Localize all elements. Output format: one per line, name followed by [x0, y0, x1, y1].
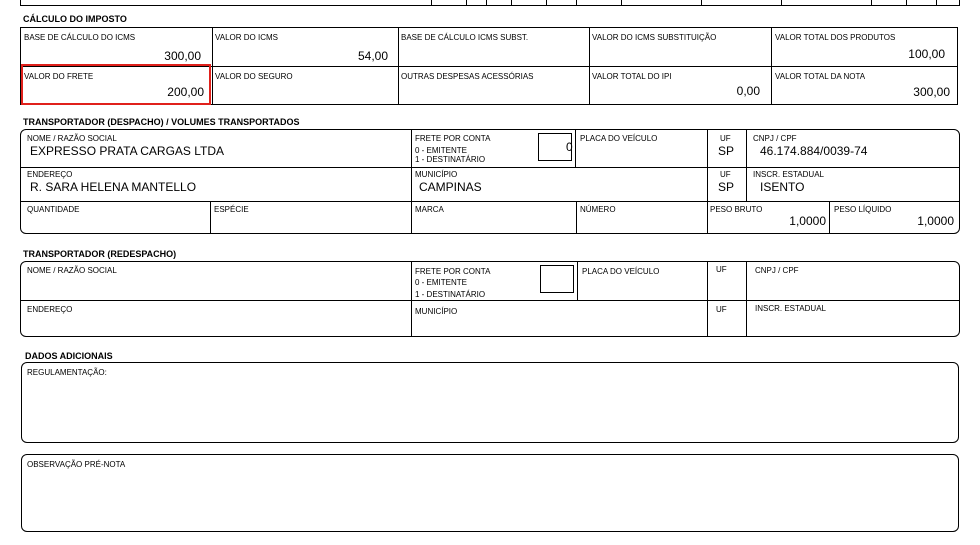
observacao-box	[21, 454, 959, 532]
redespacho-frete-label: FRETE POR CONTA	[415, 267, 491, 276]
ipi-value: 0,00	[736, 84, 760, 98]
top-table-remnant	[20, 0, 960, 6]
redespacho-endereco-label: ENDEREÇO	[27, 305, 73, 314]
despacho-endereco-label: ENDEREÇO	[27, 170, 73, 179]
despacho-frete-option-destinatario: 1 - DESTINATÁRIO	[415, 155, 486, 164]
despacho-frete-option-emitente: 0 - EMITENTE	[415, 146, 468, 155]
despacho-nome-value: EXPRESSO PRATA CARGAS LTDA	[30, 144, 225, 158]
despacho-nome-label: NOME / RAZÃO SOCIAL	[27, 134, 117, 143]
despacho-municipio-label: MUNICÍPIO	[415, 170, 458, 179]
despacho-cnpj-label: CNPJ / CPF	[753, 134, 797, 143]
numero-label: NÚMERO	[580, 205, 616, 214]
despacho-section-title: TRANSPORTADOR (DESPACHO) / VOLUMES TRANSPORTADOS	[23, 117, 300, 127]
valor-icms-value: 54,00	[357, 49, 388, 63]
total-nota-value: 300,00	[913, 85, 950, 99]
despacho-placa-label: PLACA DO VEÍCULO	[580, 134, 658, 143]
redespacho-placa-label: PLACA DO VEÍCULO	[582, 267, 660, 276]
frete-value: 200,00	[167, 85, 204, 99]
redespacho-uf-label: UF	[716, 265, 727, 274]
total-nota-label: VALOR TOTAL DA NOTA	[775, 72, 866, 81]
base-icms-value: 300,00	[164, 49, 201, 63]
despacho-cnpj-value: 46.174.884/0039-74	[760, 144, 868, 158]
peso-liquido-label: PESO LÍQUIDO	[834, 205, 892, 214]
redespacho-nome-label: NOME / RAZÃO SOCIAL	[27, 266, 117, 275]
regulamentacao-label: REGULAMENTAÇÃO:	[27, 368, 107, 377]
marca-label: MARCA	[415, 205, 444, 214]
peso-liquido-value: 1,0000	[917, 214, 954, 228]
despacho-uf2-label: UF	[720, 170, 731, 179]
valor-icms-label: VALOR DO ICMS	[215, 33, 278, 42]
peso-bruto-value: 1,0000	[789, 214, 826, 228]
ipi-label: VALOR TOTAL DO IPI	[592, 72, 672, 81]
despacho-frete-value: 0	[566, 140, 573, 154]
despacho-frete-label: FRETE POR CONTA	[415, 134, 491, 143]
total-produtos-value: 100,00	[908, 47, 945, 61]
despacho-uf-value: SP	[718, 144, 735, 158]
calculo-section-title: CÁLCULO DO IMPOSTO	[23, 14, 127, 24]
despacho-uf-label: UF	[720, 134, 731, 143]
redespacho-cnpj-label: CNPJ / CPF	[755, 266, 799, 275]
especie-label: ESPÉCIE	[214, 205, 249, 214]
despacho-ie-label: INSCR. ESTADUAL	[753, 170, 824, 179]
regulamentacao-box	[21, 362, 959, 443]
base-icms-label: BASE DE CÁLCULO DO ICMS	[24, 33, 136, 42]
valor-subst-label: VALOR DO ICMS SUBSTITUIÇÃO	[592, 33, 717, 42]
outras-despesas-label: OUTRAS DESPESAS ACESSÓRIAS	[401, 72, 534, 81]
redespacho-section-title: TRANSPORTADOR (REDESPACHO)	[23, 249, 177, 259]
base-subst-label: BASE DE CÁLCULO ICMS SUBST.	[401, 33, 529, 42]
adicionais-section-title: DADOS ADICIONAIS	[25, 351, 113, 361]
despacho-endereco-value: R. SARA HELENA MANTELLO	[30, 180, 197, 194]
redespacho-uf2-label: UF	[716, 305, 727, 314]
frete-label: VALOR DO FRETE	[24, 72, 94, 81]
despacho-municipio-value: CAMPINAS	[419, 180, 482, 194]
redespacho-frete-option-destinatario: 1 - DESTINATÁRIO	[415, 290, 486, 299]
peso-bruto-label: PESO BRUTO	[710, 205, 763, 214]
redespacho-ie-label: INSCR. ESTADUAL	[755, 304, 826, 313]
quantidade-label: QUANTIDADE	[27, 205, 80, 214]
despacho-uf2-value: SP	[718, 180, 735, 194]
redespacho-frete-value-box	[540, 265, 574, 293]
redespacho-municipio-label: MUNICÍPIO	[415, 307, 458, 316]
seguro-label: VALOR DO SEGURO	[215, 72, 293, 81]
total-produtos-label: VALOR TOTAL DOS PRODUTOS	[775, 33, 896, 42]
redespacho-frete-option-emitente: 0 - EMITENTE	[415, 278, 468, 287]
observacao-label: OBSERVAÇÃO PRÉ-NOTA	[27, 460, 126, 469]
despacho-ie-value: ISENTO	[760, 180, 805, 194]
